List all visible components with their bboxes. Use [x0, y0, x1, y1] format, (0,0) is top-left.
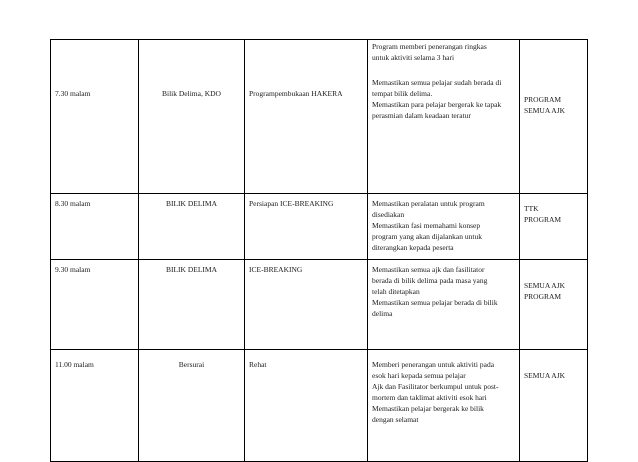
time-text: 7.30 malam [55, 89, 91, 98]
detail-line: program yang akan dijalankan untuk [372, 232, 482, 241]
pic-line: PROGRAM [524, 215, 562, 224]
table-row [51, 194, 588, 260]
detail-line: untuk aktiviti selama 3 hari [372, 53, 455, 62]
time-cell [51, 194, 139, 260]
detail-line [372, 63, 515, 77]
activity-cell [245, 194, 368, 260]
pic-line: SEMUA AJK [524, 106, 566, 115]
pic-line: SEMUA AJK [524, 281, 566, 290]
detail-line: perasmian dalam keadaan teratur [372, 111, 471, 120]
activity-text: Rehat [249, 360, 267, 369]
details-cell [368, 260, 520, 350]
place-text: BILIK DELIMA [165, 199, 218, 208]
place-cell [139, 350, 245, 462]
table-row [51, 350, 588, 462]
detail-line: telah ditetapkan [372, 287, 420, 296]
activity-cell [245, 350, 368, 462]
place-text: BILIK DELIMA [165, 265, 218, 274]
activity-text: Programpembukaan HAKERA [249, 89, 343, 98]
activity-cell [245, 260, 368, 350]
time-cell [51, 40, 139, 194]
detail-line: disediakan [372, 210, 405, 219]
detail-line: Ajk dan Fasilitator berkumpul untuk post- [372, 382, 499, 391]
time-text: 11.00 malam [55, 360, 94, 369]
time-cell [51, 260, 139, 350]
detail-line: diterangkan kepada peserta [372, 243, 454, 252]
detail-line: berada di bilik delima pada masa yang [372, 276, 488, 285]
detail-line: Memastikan semua pelajar sudah berada di [372, 78, 502, 87]
detail-line: Memastikan semua pelajar berada di bilik [372, 298, 498, 307]
detail-line: Memastikan peralatan untuk program [372, 199, 485, 208]
pic-line: PROGRAM [524, 95, 562, 104]
detail-line: tempat bilik delima. [372, 89, 433, 98]
detail-line: esok hari kepada semua pelajar [372, 371, 466, 380]
activity-text: ICE-BREAKING [249, 265, 303, 274]
detail-line: Memastikan pelajar bergerak ke bilik [372, 404, 484, 413]
activity-text: Persiapan ICE-BREAKING [249, 199, 334, 208]
place-cell [139, 260, 245, 350]
pic-line: SEMUA AJK [524, 371, 566, 380]
detail-line: Memberi penerangan untuk aktiviti pada [372, 360, 495, 369]
pic-line: PROGRAM [524, 292, 562, 301]
place-cell [139, 194, 245, 260]
detail-line: delima [372, 309, 393, 318]
details-cell [368, 350, 520, 462]
time-text: 9.30 malam [55, 265, 91, 274]
place-text: Bersurai [178, 360, 205, 369]
schedule-table [50, 39, 588, 462]
detail-line: Memastikan fasi memahami konsep [372, 221, 481, 230]
time-text: 8.30 malam [55, 199, 91, 208]
pic-cell [520, 260, 588, 350]
detail-line: Memastikan semua ajk dan fasilitator [372, 265, 485, 274]
detail-line: mortem dan taklimat aktiviti esok hari [372, 393, 487, 402]
pic-cell [520, 194, 588, 260]
pic-cell [520, 350, 588, 462]
place-text: Bilik Delima, KDO [162, 89, 221, 98]
details-cell [368, 40, 520, 194]
detail-line: Memastikan para pelajar bergerak ke tapak [372, 100, 502, 109]
pic-cell [520, 40, 588, 194]
place-cell [139, 40, 245, 194]
detail-line: dengan selamat [372, 415, 419, 424]
detail-line: Program memberi penerangan ringkas [372, 42, 487, 51]
details-cell [368, 194, 520, 260]
table-row [51, 260, 588, 350]
time-cell [51, 350, 139, 462]
table-row [51, 40, 588, 194]
activity-cell [245, 40, 368, 194]
pic-line: TTK [524, 204, 539, 213]
